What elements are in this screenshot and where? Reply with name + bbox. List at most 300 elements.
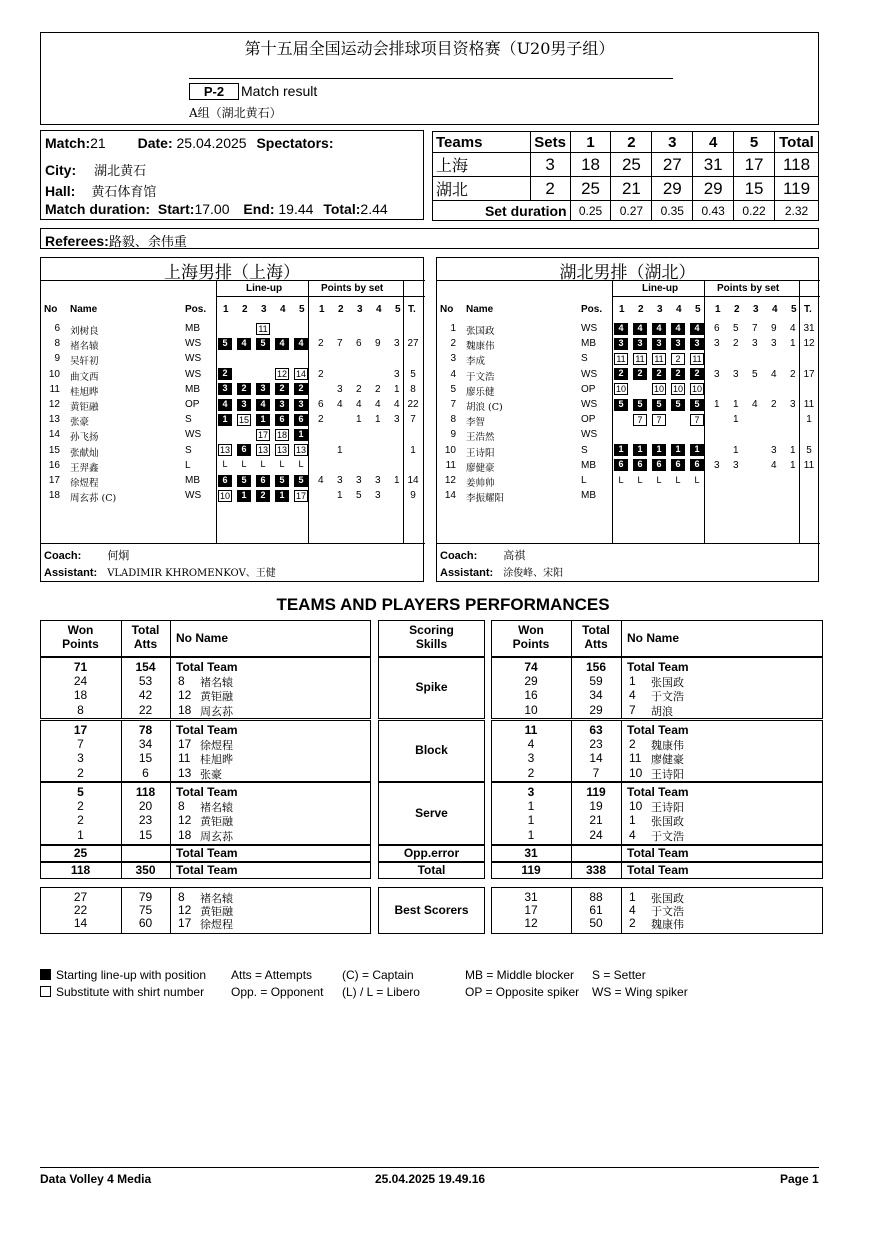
legend-captain: (C) = Captain <box>342 968 414 982</box>
starting-position: 3 <box>671 338 685 350</box>
starting-position: 5 <box>633 399 647 411</box>
player-name: 李智 <box>466 417 486 429</box>
player-name: 魏康伟 <box>651 918 684 931</box>
player-name: 李成 <box>466 356 486 368</box>
player-name: 徐煜程 <box>200 739 233 753</box>
won-points: 1 <box>527 799 535 814</box>
lineup-set-header: 5 <box>695 304 701 315</box>
player-name: 姜帅帅 <box>466 478 495 489</box>
player-total: 5 <box>806 444 812 456</box>
player-position: WS <box>581 323 598 334</box>
set-points: 9 <box>375 338 381 350</box>
sb-total: 118 <box>774 153 818 177</box>
player-name: 孙飞扬 <box>70 432 99 444</box>
match-info-box <box>40 130 424 220</box>
starting-position: 3 <box>275 399 289 411</box>
total-atts: 7 <box>592 765 600 780</box>
total-label: Total <box>417 863 446 877</box>
sb-header-set2: 2 <box>611 132 652 153</box>
lineup-header: Line-up <box>246 283 283 294</box>
set-points: 4 <box>318 475 324 486</box>
set-points: 2 <box>771 399 777 410</box>
set-points: 7 <box>752 323 758 334</box>
sb-score: 25 <box>611 153 652 177</box>
player-name: 张国政 <box>466 326 495 337</box>
scoring-skills-header: Scoring Skills <box>409 623 454 651</box>
column-divider <box>621 887 622 934</box>
sb-row-duration <box>433 201 819 221</box>
won-points: 14 <box>73 916 88 930</box>
won-points: 2 <box>77 813 84 828</box>
total-atts: 60 <box>138 916 153 930</box>
substitute-number: 12 <box>276 369 287 380</box>
sb-score: 29 <box>693 177 734 201</box>
set-points: 3 <box>375 490 381 502</box>
col-pos: Pos. <box>185 304 207 315</box>
won-points: 74 <box>524 660 538 674</box>
total-atts: 19 <box>589 799 603 814</box>
points-set-header: 5 <box>395 304 401 315</box>
total-atts: 15 <box>138 827 153 842</box>
starting-position: 1 <box>614 444 628 456</box>
footer-timestamp: 25.04.2025 19.49.16 <box>375 1172 486 1186</box>
coach-label: Coach: <box>44 550 82 562</box>
total-atts: 21 <box>589 813 603 828</box>
col-total: T. <box>408 304 416 315</box>
player-number: 8 <box>54 338 60 350</box>
substitute-number: 10 <box>615 384 626 395</box>
won-points: 5 <box>77 785 84 799</box>
lineup-set-header: 3 <box>657 304 663 315</box>
total-team-label: Total Team <box>627 785 689 799</box>
won-points: 2 <box>77 765 84 780</box>
substitute-number: 11 <box>652 353 666 365</box>
player-position: WS <box>185 338 202 350</box>
total-time: 2.44 <box>360 201 388 217</box>
won-points-header: Won Points <box>62 623 99 651</box>
column-divider <box>170 720 171 782</box>
player-position: MB <box>185 475 200 486</box>
starting-position: 1 <box>256 414 270 426</box>
set-points: 5 <box>733 323 739 334</box>
footer-page: Page 1 <box>780 1172 819 1186</box>
assistant-row <box>44 564 276 579</box>
sb-total: 119 <box>774 177 818 201</box>
starting-position: 6 <box>294 414 308 426</box>
total-atts: 75 <box>138 903 153 917</box>
sb-row-away <box>433 177 819 201</box>
lineup-header: Line-up <box>642 283 679 294</box>
starting-position: 2 <box>633 368 647 380</box>
set-points: 1 <box>375 414 381 426</box>
starting-position: 4 <box>614 323 628 335</box>
libero-mark: L <box>222 459 228 470</box>
substitute-number: 10 <box>691 384 702 395</box>
report-code: P-2 <box>189 83 239 100</box>
player-number: 3 <box>450 353 456 365</box>
player-name: 张国政 <box>651 815 684 829</box>
player-number: 8 <box>450 414 456 426</box>
player-number: 13 <box>48 414 60 426</box>
player-name: 周玄荪 <box>200 704 233 718</box>
total-atts: 88 <box>589 890 603 904</box>
set-points: 2 <box>375 383 381 395</box>
player-name: 褚名辕 <box>200 801 233 815</box>
starting-position: 4 <box>690 323 704 335</box>
player-name: 廖乐健 <box>466 386 495 398</box>
assistant-names: 涂俊峰、宋阳 <box>503 568 564 579</box>
total-atts: 24 <box>589 827 603 842</box>
player-number: 17 <box>178 916 192 930</box>
report-header <box>40 32 819 125</box>
sb-header-set4: 4 <box>693 132 734 153</box>
hall-line: Hall: 黄石体育馆 <box>45 183 157 200</box>
skill-label: Block <box>415 743 448 757</box>
total-team-label: Total Team <box>176 785 238 799</box>
player-number: 10 <box>48 368 60 380</box>
won-points: 12 <box>524 916 538 930</box>
player-total: 8 <box>410 383 416 395</box>
points-set-header: 5 <box>791 304 797 315</box>
set-points: 3 <box>337 383 343 395</box>
starting-position: 3 <box>633 338 647 350</box>
player-name: 吴轩初 <box>70 356 99 368</box>
libero-mark: L <box>694 474 700 485</box>
player-number: 4 <box>629 903 636 917</box>
set-points: 1 <box>356 414 362 426</box>
starting-position: 4 <box>652 323 666 335</box>
set-points: 4 <box>337 399 343 410</box>
set-points: 3 <box>733 459 739 471</box>
set-points: 1 <box>337 444 343 456</box>
player-name: 胡浪 (C) <box>466 402 503 413</box>
player-position: L <box>185 459 191 471</box>
no-name-header: No Name <box>176 631 229 645</box>
player-name: 于文浩 <box>651 690 684 704</box>
player-position: WS <box>581 429 598 441</box>
assistant-row <box>440 564 563 579</box>
column-divider <box>621 657 622 719</box>
total-atts: 59 <box>589 674 603 689</box>
player-name: 桂旭晔 <box>70 386 99 398</box>
total-team-label: Total Team <box>627 863 689 877</box>
player-name: 于文浩 <box>651 829 684 843</box>
sb-header-total: Total <box>774 132 818 153</box>
player-number: 17 <box>48 475 60 486</box>
player-name: 廖健豪 <box>466 462 495 474</box>
player-name: 张国政 <box>651 676 684 690</box>
column-divider <box>121 845 122 862</box>
player-total: 1 <box>806 414 812 426</box>
won-points: 24 <box>73 674 88 689</box>
opp-error-label: Opp.error <box>403 846 460 860</box>
starting-position: 5 <box>614 399 628 411</box>
total-team-label: Total Team <box>627 660 689 674</box>
col-name: Name <box>466 304 494 315</box>
set-points: 4 <box>752 399 758 410</box>
column-divider <box>170 657 171 719</box>
player-name: 李振耀阳 <box>466 493 505 505</box>
set-points: 1 <box>733 414 739 426</box>
player-number: 4 <box>629 827 636 842</box>
won-points: 2 <box>527 765 535 780</box>
won-points: 17 <box>73 723 88 737</box>
player-name: 张豪 <box>70 417 90 429</box>
player-position: MB <box>581 338 596 350</box>
substitute-number: 18 <box>276 429 287 440</box>
total-team-label: Total Team <box>176 863 238 877</box>
set-points: 4 <box>771 368 777 380</box>
points-divider <box>704 280 705 543</box>
sb-score: 21 <box>611 177 652 201</box>
header-divider <box>612 296 820 297</box>
player-position: L <box>581 475 587 486</box>
player-total: 5 <box>410 368 416 380</box>
won-points: 31 <box>524 846 538 860</box>
starting-position: 5 <box>275 475 289 487</box>
won-points: 119 <box>521 863 541 877</box>
starting-position: 3 <box>237 399 251 411</box>
player-number: 1 <box>629 890 636 904</box>
no-name-header: No Name <box>627 631 680 645</box>
legend-atts: Atts = Attempts <box>231 968 313 982</box>
set-points: 9 <box>771 323 777 334</box>
sb-score: 17 <box>734 153 775 177</box>
starting-position: 5 <box>671 399 685 411</box>
coach-name: 高祺 <box>503 549 526 562</box>
sb-row-home <box>433 153 819 177</box>
starting-position: 6 <box>671 459 685 471</box>
total-team-label: Total Team <box>176 660 238 674</box>
player-number: 1 <box>629 813 636 828</box>
set-points: 3 <box>714 459 720 471</box>
starting-position: 1 <box>690 444 704 456</box>
lineup-set-header: 1 <box>223 304 229 315</box>
substitute-number: 7 <box>652 414 666 426</box>
starting-position: 3 <box>218 383 232 395</box>
player-total: 14 <box>407 475 419 486</box>
player-number: 9 <box>54 353 60 365</box>
player-number: 15 <box>48 444 60 456</box>
substitute-number: 11 <box>690 353 704 365</box>
player-number: 11 <box>49 383 60 395</box>
player-name: 魏康伟 <box>466 341 495 353</box>
competition-title: 第十五届全国运动会排球项目资格赛（U20男子组） <box>244 39 615 58</box>
set-points: 4 <box>356 399 362 410</box>
won-points: 16 <box>524 688 538 703</box>
player-number: 11 <box>445 459 456 471</box>
duration-line: Match duration: Start:17.00 End: 19.44 Total:2.44 <box>45 201 388 217</box>
player-number: 9 <box>450 429 456 441</box>
starting-position: 5 <box>652 399 666 411</box>
set-points: 4 <box>375 399 381 410</box>
set-points: 4 <box>394 399 400 410</box>
sb-score: 25 <box>570 177 611 201</box>
player-position: S <box>185 444 192 456</box>
total-atts: 34 <box>589 688 603 703</box>
won-points: 8 <box>77 702 84 717</box>
set-points: 3 <box>714 368 720 380</box>
total-atts: 338 <box>585 863 607 877</box>
starting-position: 1 <box>671 444 685 456</box>
libero-mark: L <box>675 474 681 485</box>
column-divider <box>170 782 171 845</box>
total-atts: 350 <box>135 863 156 877</box>
player-position: S <box>581 444 588 456</box>
libero-mark: L <box>279 459 285 470</box>
set-duration-label: Set duration <box>433 201 571 221</box>
assistant-names: VLADIMIR KHROMENKOV、王健 <box>107 568 276 579</box>
total-atts: 23 <box>138 813 153 828</box>
won-points: 27 <box>73 890 88 904</box>
set-points: 2 <box>356 383 362 395</box>
player-name: 于文浩 <box>466 371 495 383</box>
pool-label: A组（湖北黄石） <box>189 106 282 120</box>
total-team-label: Total Team <box>176 846 238 860</box>
player-position: S <box>185 414 192 426</box>
won-points: 71 <box>73 660 88 674</box>
starting-position: 5 <box>237 475 251 487</box>
libero-mark: L <box>656 474 662 485</box>
set-points: 1 <box>733 399 739 410</box>
starting-position: 1 <box>294 429 308 441</box>
best-scorers-label: Best Scorers <box>394 902 469 917</box>
lineup-set-header: 4 <box>676 304 682 315</box>
starting-position: 2 <box>294 383 308 395</box>
assistant-label: Assistant: <box>44 567 98 579</box>
starting-position: 1 <box>275 490 289 502</box>
player-number: 1 <box>450 323 456 334</box>
total-atts: 119 <box>586 785 606 799</box>
lineup-set-header: 1 <box>619 304 625 315</box>
player-number: 14 <box>444 490 456 502</box>
player-number: 2 <box>629 737 636 752</box>
sb-score: 29 <box>652 177 693 201</box>
substitute-number: 13 <box>276 445 287 456</box>
referees-names: 路毅、余伟重 <box>108 235 187 250</box>
column-divider <box>170 862 171 879</box>
libero-mark: L <box>241 459 247 470</box>
points-set-header: 1 <box>319 304 325 315</box>
points-set-header: 2 <box>734 304 740 315</box>
set-points: 3 <box>733 368 739 380</box>
player-name: 褚名辕 <box>200 676 233 690</box>
set-duration: 0.35 <box>652 201 693 221</box>
starting-position: 2 <box>218 368 232 380</box>
player-position: MB <box>185 383 200 395</box>
player-position: MB <box>185 323 200 334</box>
starting-position: 4 <box>256 399 270 411</box>
set-points: 5 <box>356 490 362 502</box>
starting-position: 4 <box>633 323 647 335</box>
total-atts: 22 <box>138 702 153 717</box>
starting-position: 6 <box>218 475 232 487</box>
player-number: 8 <box>178 799 185 814</box>
player-number: 18 <box>178 827 192 842</box>
substitute-number: 11 <box>614 353 628 365</box>
total-atts: 63 <box>589 723 603 737</box>
sb-score: 15 <box>734 177 775 201</box>
legend-libero: (L) / L = Libero <box>342 985 420 999</box>
legend-starting: Starting line-up with position <box>40 968 206 982</box>
libero-mark: L <box>298 459 304 470</box>
scoreboard-table <box>432 131 819 221</box>
player-name: 王浩然 <box>466 432 495 444</box>
player-name: 张豪 <box>200 767 222 781</box>
set-points: 1 <box>714 399 720 410</box>
set-points: 1 <box>790 444 796 456</box>
won-points: 1 <box>527 827 535 842</box>
player-name: 黄钜融 <box>200 905 233 918</box>
player-number: 12 <box>178 688 192 703</box>
team-title: 上海男排（上海） <box>164 263 300 283</box>
set-points: 2 <box>318 338 324 350</box>
set-duration: 0.25 <box>570 201 611 221</box>
starting-position: 2 <box>614 368 628 380</box>
player-number: 10 <box>629 799 643 814</box>
coach-divider <box>41 543 425 544</box>
referees-label: Referees: <box>45 233 109 249</box>
substitute-number: 17 <box>295 490 306 501</box>
libero-mark: L <box>637 474 643 485</box>
legend-s: S = Setter <box>592 968 646 982</box>
lineup-divider <box>612 280 613 543</box>
set-points: 2 <box>790 368 796 380</box>
player-number: 12 <box>48 399 60 410</box>
starting-position: 5 <box>218 338 232 350</box>
col-total: T. <box>804 304 812 315</box>
points-set-header: 2 <box>338 304 344 315</box>
substitute-number: 10 <box>219 490 230 501</box>
player-position: OP <box>581 383 596 395</box>
starting-position: 6 <box>690 459 704 471</box>
points-set-header: 3 <box>753 304 759 315</box>
starting-position: 3 <box>256 383 270 395</box>
column-divider <box>170 620 171 657</box>
starting-position: 5 <box>256 338 270 350</box>
set-points: 1 <box>337 490 343 502</box>
substitute-number: 2 <box>671 353 685 365</box>
player-total: 12 <box>803 338 815 350</box>
player-number: 18 <box>178 702 192 717</box>
lineup-divider <box>216 280 217 543</box>
coach-name: 何炯 <box>107 549 130 562</box>
player-number: 17 <box>178 737 192 752</box>
won-points: 4 <box>527 737 535 752</box>
lineup-set-header: 3 <box>261 304 267 315</box>
lineup-set-header: 2 <box>242 304 248 315</box>
player-number: 2 <box>450 338 456 350</box>
player-position: WS <box>185 368 202 380</box>
footer-divider <box>40 1167 819 1168</box>
starting-position: 1 <box>237 490 251 502</box>
won-points: 11 <box>524 723 538 737</box>
column-divider <box>170 845 171 862</box>
player-total: 11 <box>803 399 815 410</box>
starting-position: 2 <box>671 368 685 380</box>
player-name: 王诗阳 <box>651 767 684 781</box>
assistant-label: Assistant: <box>440 567 494 579</box>
player-name: 王羿鑫 <box>70 462 99 474</box>
total-atts: 61 <box>589 903 603 917</box>
sb-team-name: 上海 <box>433 153 531 177</box>
set-points: 3 <box>714 338 720 350</box>
total-atts: 14 <box>589 751 603 766</box>
player-position: WS <box>185 490 202 502</box>
set-points: 3 <box>771 338 777 350</box>
sb-header-set5: 5 <box>734 132 775 153</box>
won-points: 2 <box>77 799 84 814</box>
